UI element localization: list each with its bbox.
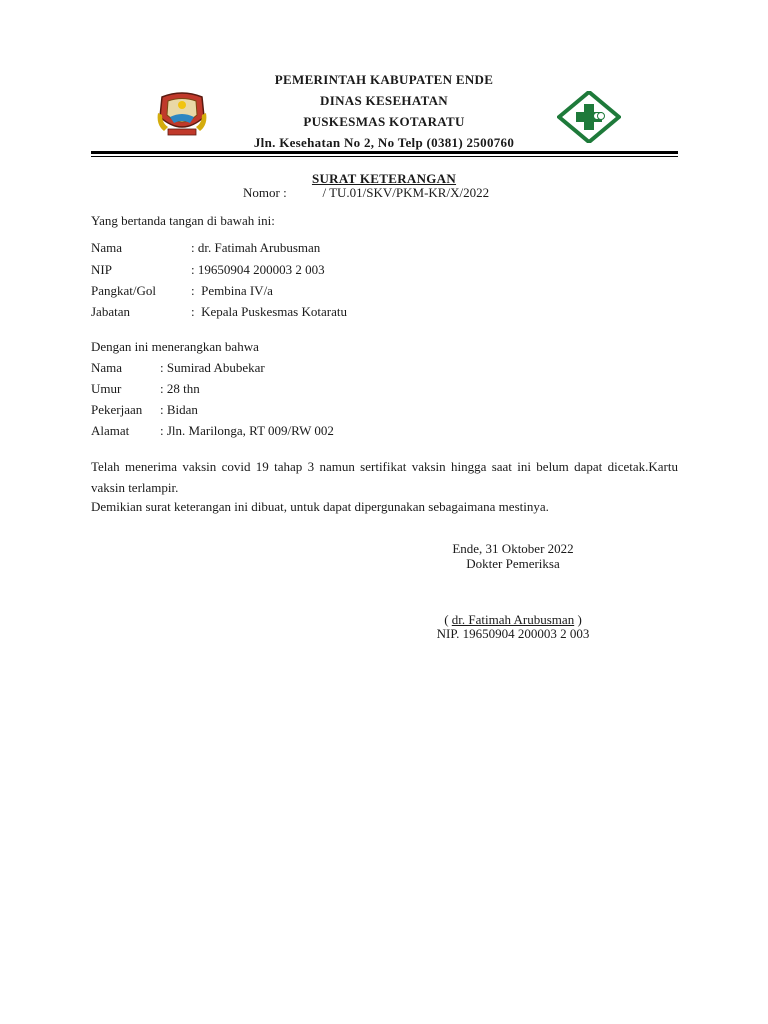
subject-value-job: : Bidan [160,402,198,417]
signer-value-name: : dr. Fatimah Arubusman [191,240,321,255]
subject-label-name: Nama [91,360,123,375]
document-title: SURAT KETERANGAN [311,171,457,186]
letterhead-divider-thin [91,156,678,157]
signature-name: dr. Fatimah Arubusman [451,612,575,627]
document-number [243,185,489,201]
agency-name: DINAS KESEHATAN [320,93,448,108]
signer-label-name: Nama [91,240,123,255]
signer-role: Dokter Pemeriksa [466,556,560,571]
intro-text: Yang bertanda tangan di bawah ini: [91,213,275,228]
subject-label-address: Alamat [91,423,130,438]
signer-label-position: Jabatan [91,304,130,319]
clinic-address: Jln. Kesehatan No 2, No Telp (0381) 2500760 [253,135,515,150]
place-date: Ende, 31 Oktober 2022 [452,541,574,556]
subject-value-address: : Jln. Marilonga, RT 009/RW 002 [160,423,334,438]
signer-value-rank: : Pembina IV/a [191,283,273,298]
nomor-label: Nomor : [243,185,287,200]
signer-label-nip: NIP [91,262,112,277]
subject-value-age: : 28 thn [160,381,200,396]
closing-sentence: Demikian surat keterangan ini dibuat, untuk dapat dipergunakan sebagaimana mestinya. [91,499,549,514]
signer-label-rank: Pangkat/Gol [91,283,156,298]
open-paren: ( [444,612,452,627]
subject-value-name: : Sumirad Abubekar [160,360,265,375]
statement-intro: Dengan ini menerangkan bahwa [91,339,259,354]
subject-label-age: Umur [91,381,122,396]
close-paren: ) [574,612,582,627]
signer-value-nip: : 19650904 200003 2 003 [191,262,325,277]
government-name: PEMERINTAH KABUPATEN ENDE [274,72,494,87]
body-paragraph: Telah menerima vaksin covid 19 tahap 3 namun sertifikat vaksin hingga saat ini belum dapat dicetak.Kartu vaksin terlampir. [91,459,678,495]
signature-nip: NIP. 19650904 200003 2 003 [436,626,590,641]
letterhead-divider-thick [91,151,678,154]
nomor-value: / TU.01/SKV/PKM-KR/X/2022 [322,185,490,200]
clinic-name: PUSKESMAS KOTARATU [303,114,465,129]
signer-value-position: : Kepala Puskesmas Kotaratu [191,304,347,319]
subject-label-job: Pekerjaan [91,402,143,417]
